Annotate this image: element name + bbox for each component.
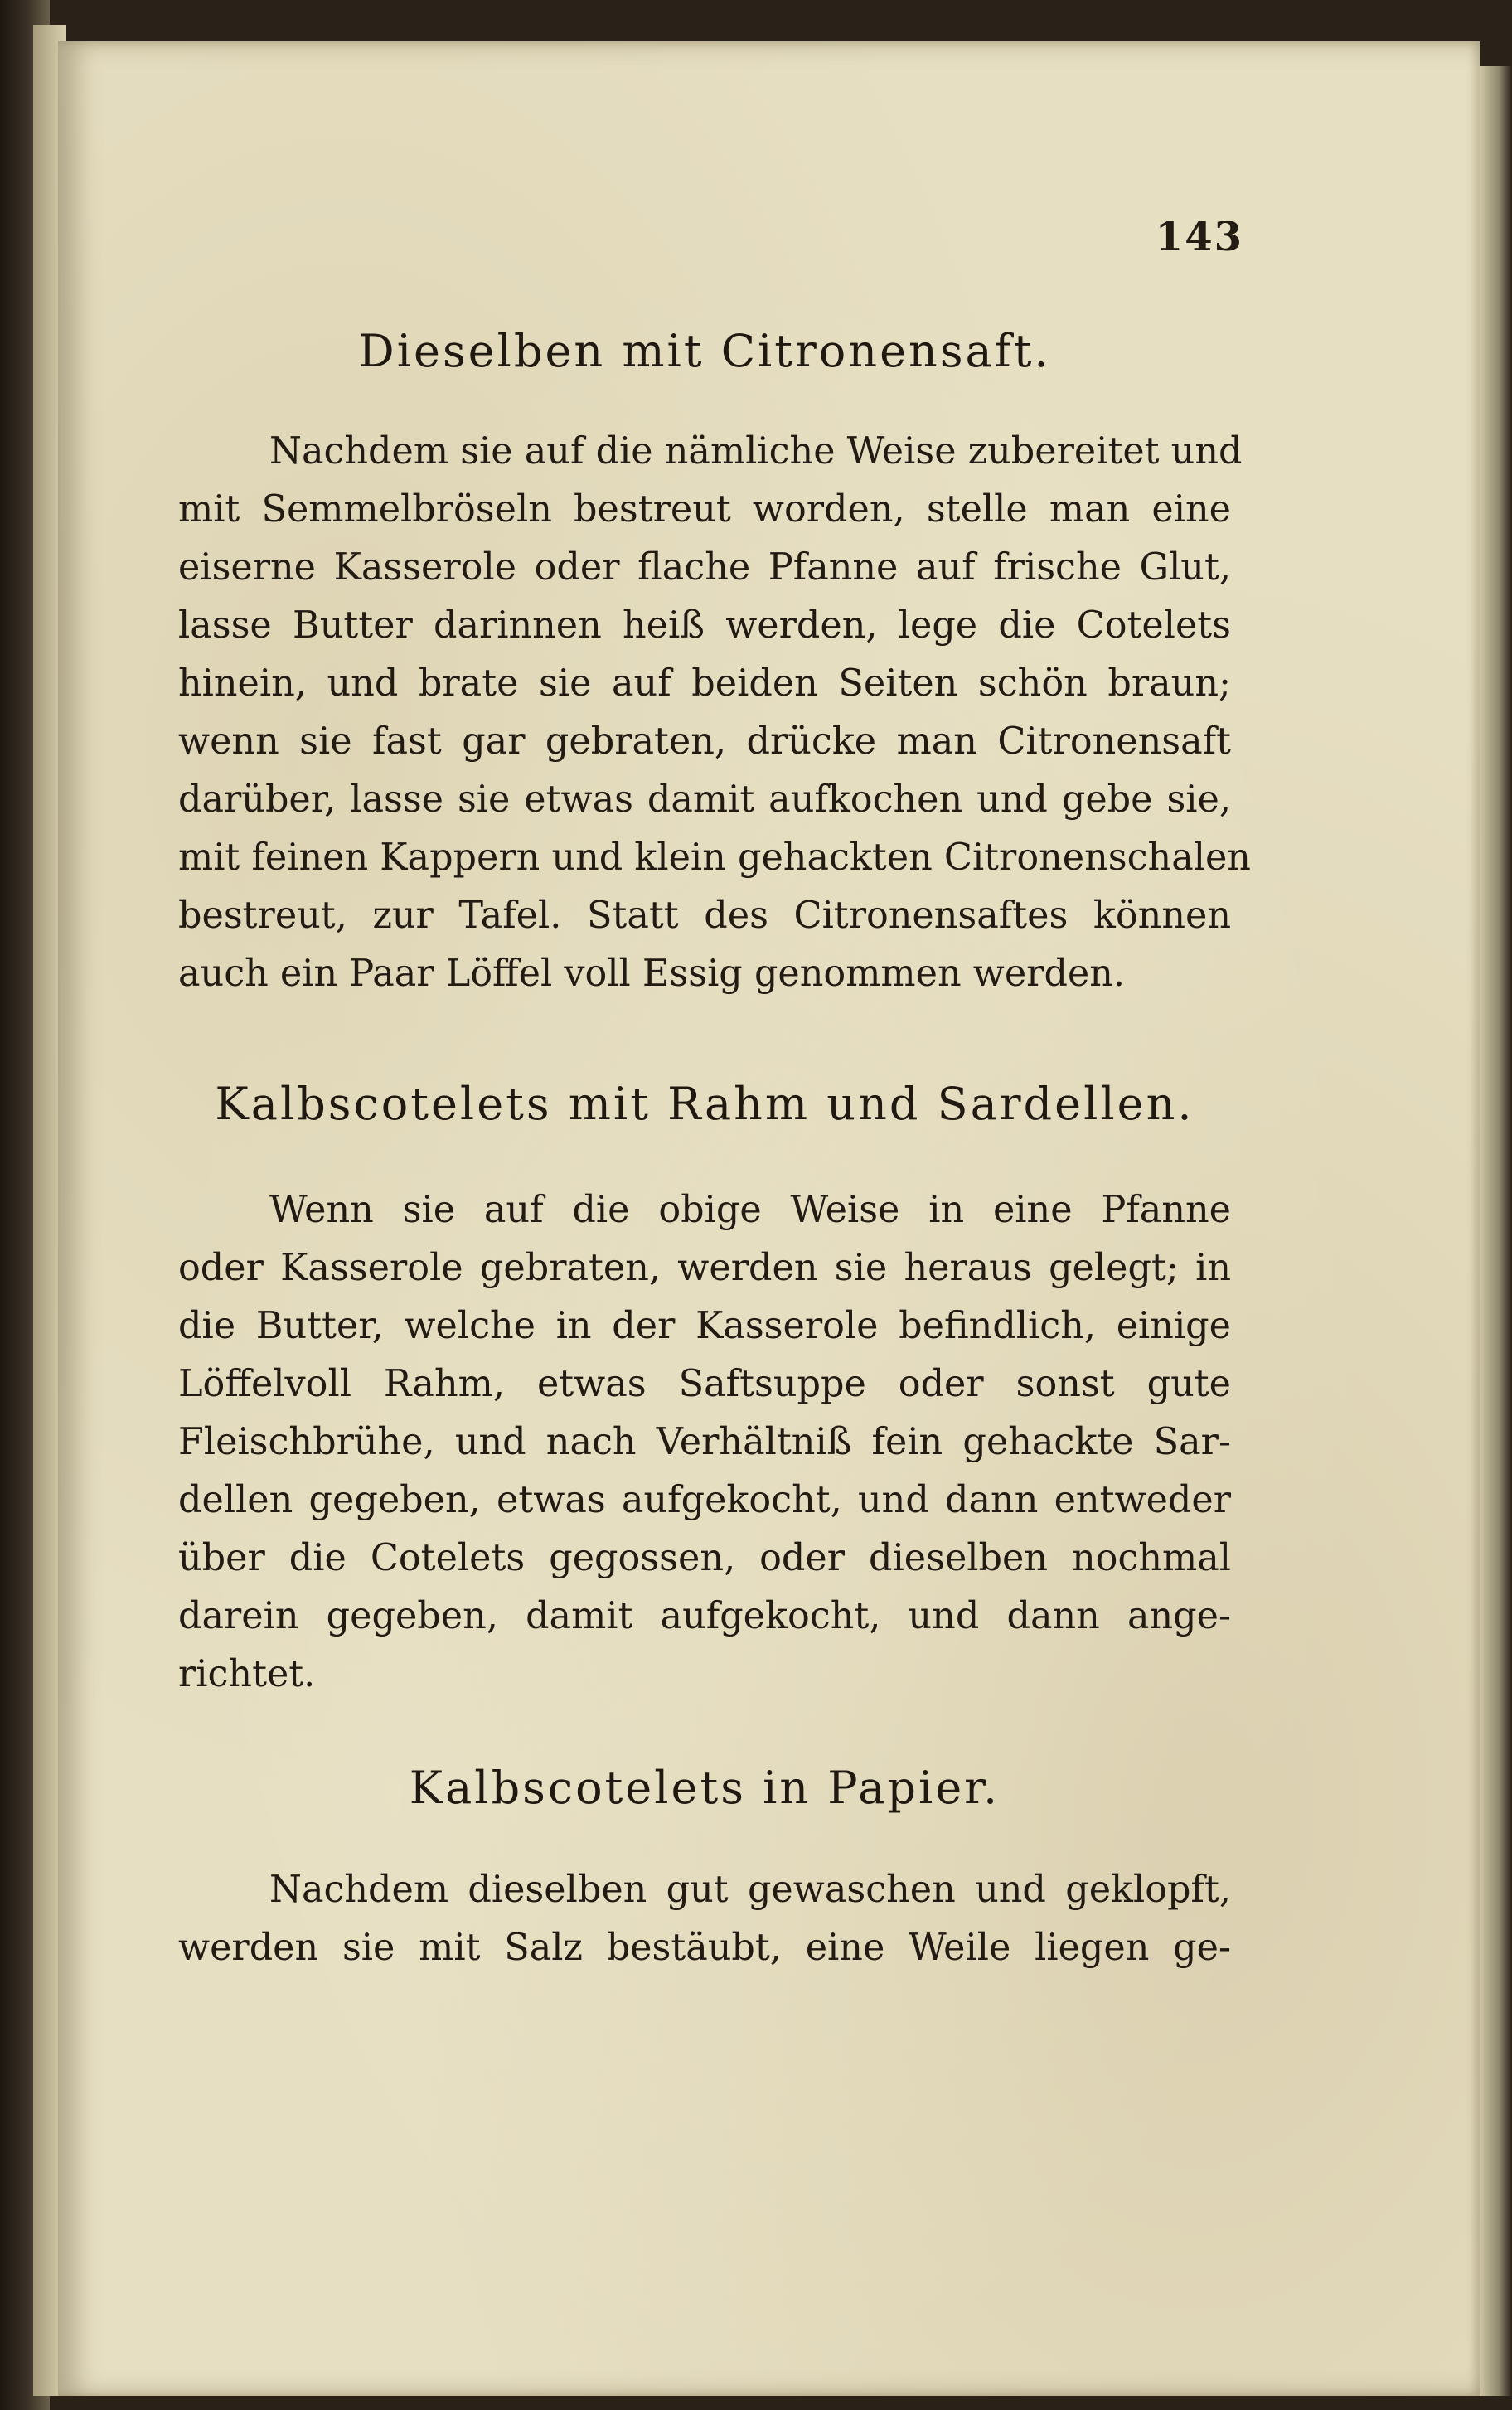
page-number: 143	[1155, 214, 1243, 260]
paragraph-citronensaft	[178, 423, 1251, 1003]
text-line: darüber, lasse sie etwas damit aufkochen und gebe sie,	[178, 778, 1231, 821]
text-line: Wenn sie auf die obige Weise in eine Pfanne	[269, 1189, 1231, 1231]
paragraph-rahm-sardellen	[178, 1181, 1231, 1704]
text-line: Löffelvoll Rahm, etwas Saftsuppe oder sonst gute	[178, 1363, 1231, 1405]
text-line: wenn sie fast gar gebraten, drücke man Citronensaft	[178, 720, 1231, 763]
text-line: mit Semmelbröseln bestreut worden, stelle man eine	[178, 488, 1231, 531]
text-line: hinein, und brate sie auf beiden Seiten schön braun;	[178, 662, 1231, 705]
page-right-edge	[1480, 66, 1512, 2396]
text-line: Nachdem sie auf die nämliche Weise zubereitet und	[269, 430, 1243, 473]
text-line: mit feinen Kappern und klein gehackten Citronenschalen	[178, 836, 1251, 879]
section-heading-rahm-sardellen: Kalbscotelets mit Rahm und Sardellen.	[215, 1078, 1195, 1130]
text-line: über die Cotelets gegossen, oder dieselben nochmal	[178, 1537, 1231, 1579]
text-line: richtet.	[178, 1653, 316, 1695]
text-line: bestreut, zur Tafel. Statt des Citronensaftes können	[178, 895, 1231, 937]
text-line: dellen gegeben, etwas aufgekocht, und dann entweder	[178, 1479, 1231, 1521]
text-line: eiserne Kasserole oder flache Pfanne auf frische Glut,	[178, 546, 1231, 589]
text-line: Nachdem dieselben gut gewaschen und geklopft,	[269, 1869, 1231, 1911]
text-line: darein gegeben, damit aufgekocht, und dann ange-	[178, 1595, 1231, 1637]
text-line: Fleischbrühe, und nach Verhältniß fein gehackte Sar-	[178, 1421, 1231, 1463]
text-line: die Butter, welche in der Kasserole befindlich, einige	[178, 1305, 1231, 1347]
paragraph-papier	[178, 1861, 1231, 1977]
text-line: lasse Butter darinnen heiß werden, lege die Cotelets	[178, 604, 1231, 647]
section-heading-citronensaft: Dieselben mit Citronensaft.	[358, 325, 1051, 377]
text-line: werden sie mit Salz bestäubt, eine Weile liegen ge-	[178, 1927, 1231, 1969]
section-heading-papier: Kalbscotelets in Papier.	[409, 1762, 1001, 1814]
text-line: auch ein Paar Löffel voll Essig genommen werden.	[178, 953, 1126, 995]
text-line: oder Kasserole gebraten, werden sie heraus gelegt; in	[178, 1247, 1231, 1289]
